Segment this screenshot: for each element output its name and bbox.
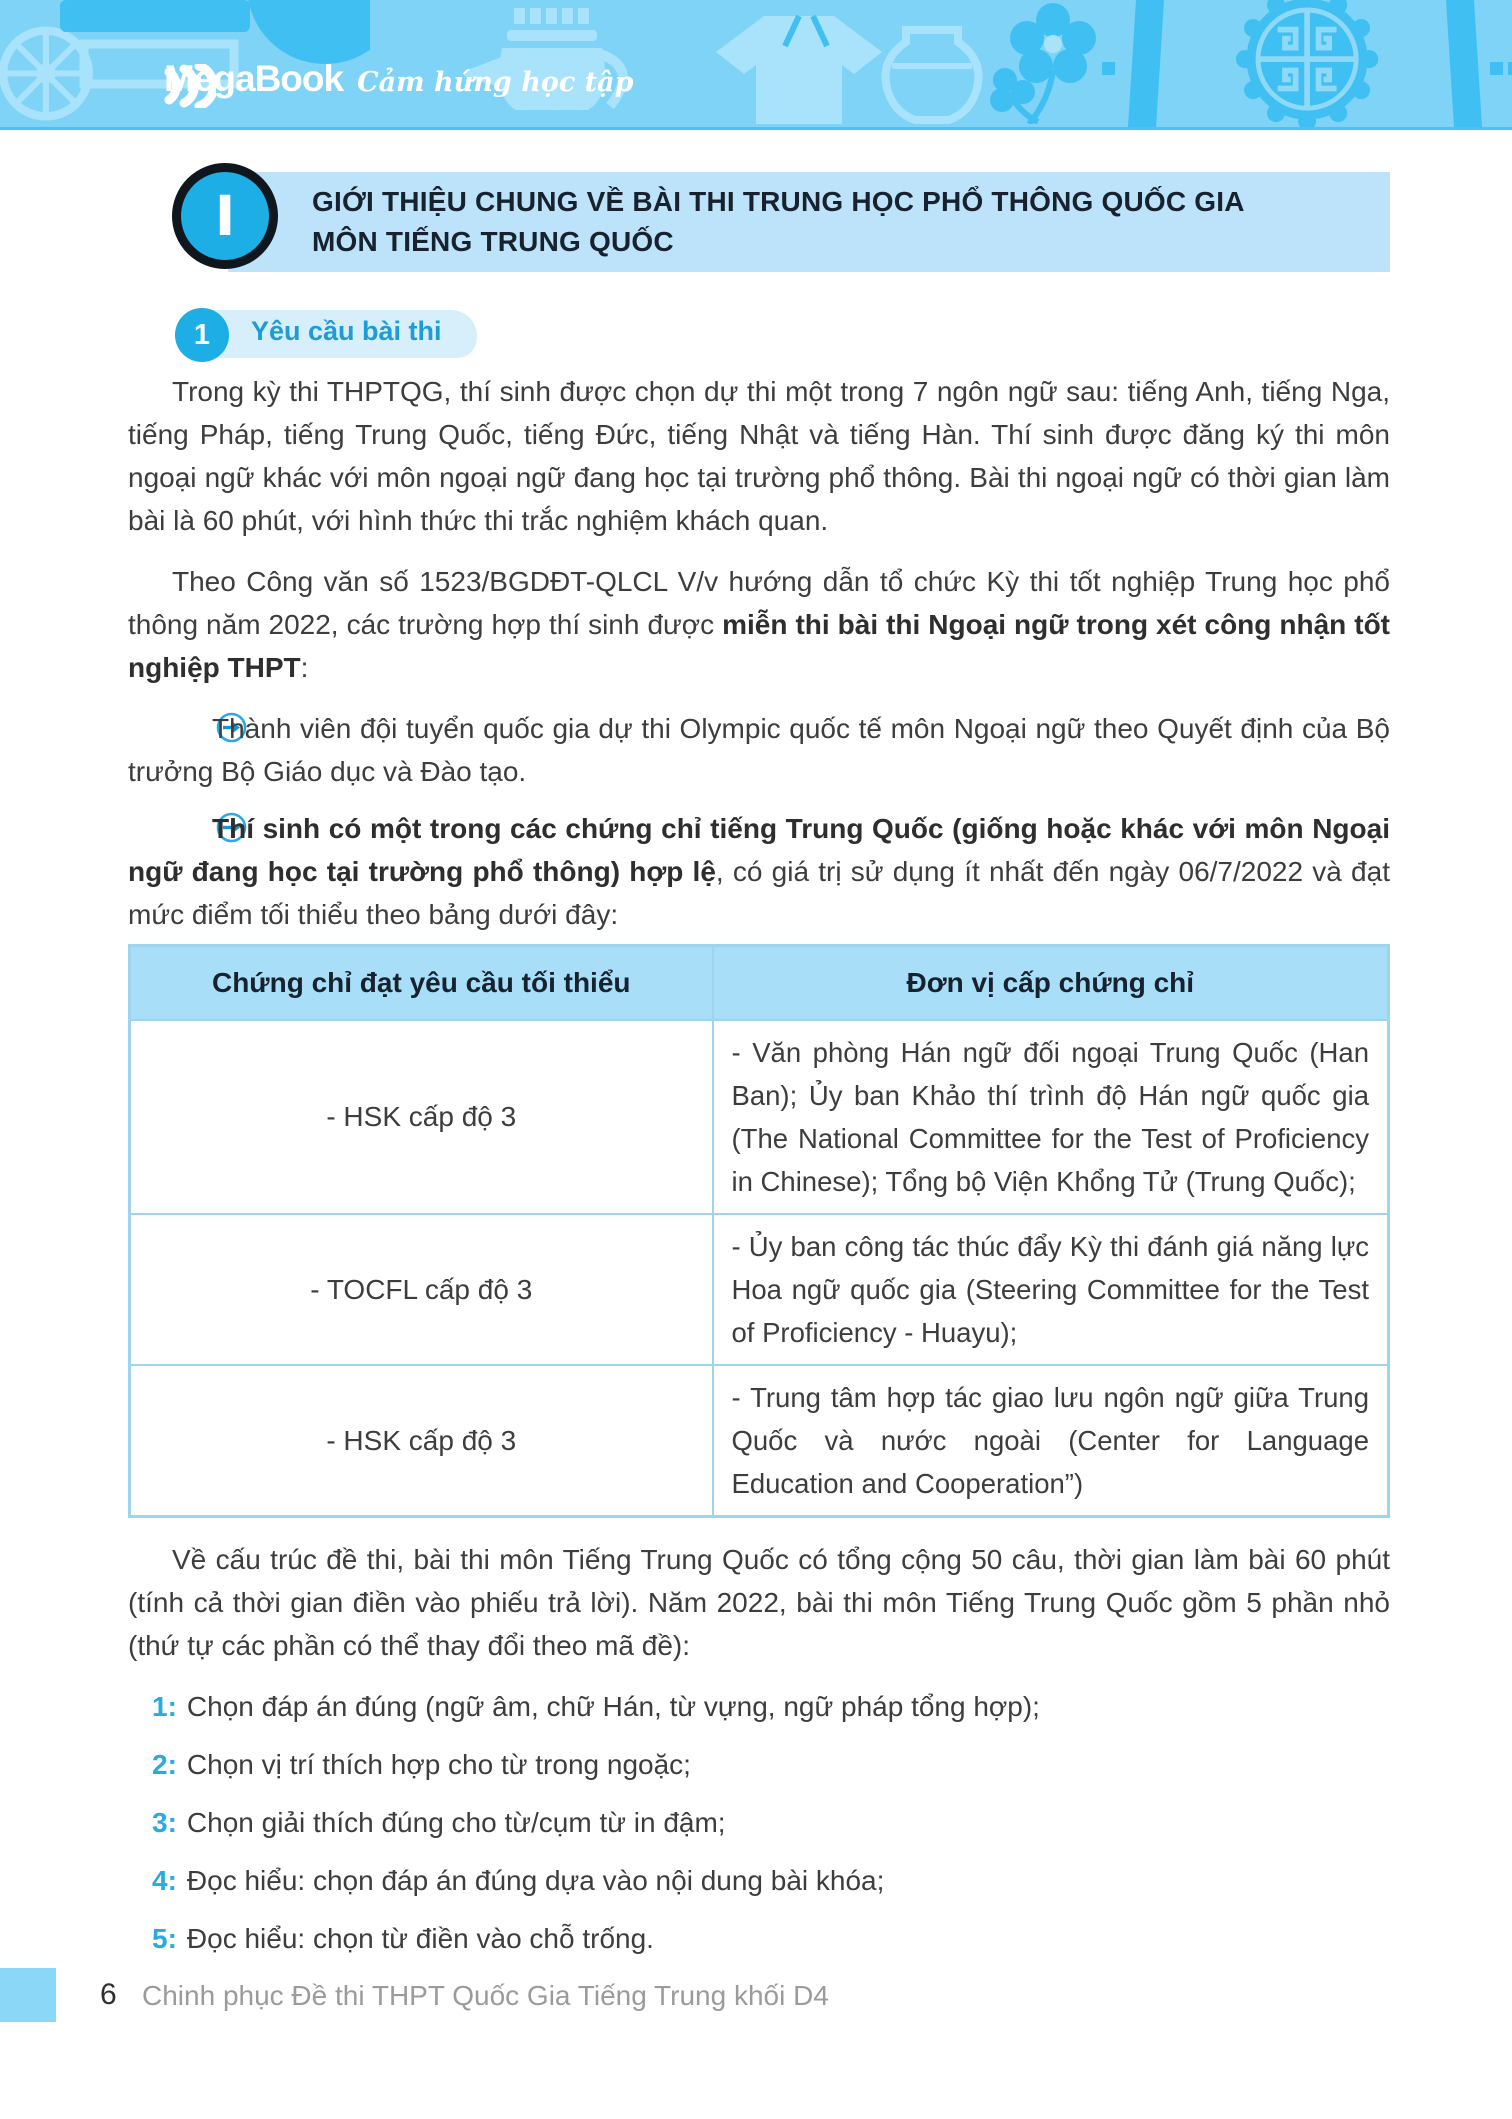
list-item: [128, 1801, 1390, 1844]
paragraph-official-letter: [128, 560, 1390, 689]
logo-chevrons-icon: [164, 64, 216, 108]
p2-colon: :: [300, 652, 309, 683]
list-item-number: 4:: [152, 1865, 177, 1896]
list-item: [128, 1859, 1390, 1902]
cert-cell: - TOCFL cấp độ 3: [130, 1214, 713, 1365]
page-number: 6: [100, 1978, 117, 2011]
list-item: [128, 1917, 1390, 1960]
arrow-bullet-icon: [172, 712, 203, 743]
chapter-title-line2: MÔN TIẾNG TRUNG QUỐC: [312, 226, 674, 257]
issuer-cell: - Ủy ban công tác thúc đẩy Kỳ thi đánh giá năng lực Hoa ngữ quốc gia (Steering Committee for the Test of Proficiency - Huayu);: [713, 1214, 1389, 1365]
bullet2-normal-text: , có giá trị sử dụng ít nhất đến ngày 06/7/2022 và đạt mức điểm tối thiểu theo bảng dưới đây:: [128, 856, 1390, 930]
chapter-title-line1: GIỚI THIỆU CHUNG VỀ BÀI THI TRUNG HỌC PHỔ THÔNG QUỐC GIA: [312, 186, 1245, 217]
table-header-row: [130, 946, 1389, 1021]
paragraph-exam-structure: Về cấu trúc đề thi, bài thi môn Tiếng Trung Quốc có tổng cộng 50 câu, thời gian làm bài 60 phút (tính cả thời gian điền vào phiếu trả lời). Năm 2022, bài thi môn Tiếng Trung Quốc gồm 5 phần nhỏ (thứ tự các phần có thể thay đổi theo mã đề):: [128, 1544, 1390, 1661]
cert-cell: - HSK cấp độ 3: [130, 1020, 713, 1214]
list-item-number: 5:: [152, 1923, 177, 1954]
p2-normal-text: Theo Công văn số 1523/BGDĐT-QLCL V/v hướng dẫn tổ chức Kỳ thi tốt nghiệp Trung học phổ thông năm 2022, các trường hợp thí sinh được: [128, 566, 1390, 640]
list-item: [128, 1685, 1390, 1728]
logo-name: MegaBook: [164, 58, 344, 99]
megabook-logo: [164, 58, 634, 100]
list-item: [128, 1743, 1390, 1786]
bullet-certificates: [128, 807, 1390, 936]
bullet-olympic-team: [128, 707, 1390, 793]
table-row: [130, 1020, 1389, 1214]
book-title: Chinh phục Đề thi THPT Quốc Gia Tiếng Trung khối D4: [142, 1980, 829, 2011]
list-item-number: 2:: [152, 1749, 177, 1780]
footer-accent-block: [0, 1968, 56, 2022]
p2-bold-text: miễn thi bài thi Ngoại ngữ trong xét công nhận tốt nghiệp THPT: [128, 609, 1390, 683]
bullet1-text: Thành viên đội tuyển quốc gia dự thi Olympic quốc tế môn Ngoại ngữ theo Quyết định của Bộ trưởng Bộ Giáo dục và Đào tạo.: [128, 713, 1390, 787]
list-item-text: Đọc hiểu: chọn đáp án đúng dựa vào nội dung bài khóa;: [186, 1865, 885, 1896]
medallion-icon: [1225, 0, 1390, 127]
pillar-icon: [1432, 0, 1512, 127]
list-item-text: Chọn giải thích đúng cho từ/cụm từ in đậm;: [186, 1807, 726, 1838]
table-row: [130, 1365, 1389, 1517]
chapter-title-block: [214, 172, 1390, 272]
table-header-cert: Chứng chỉ đạt yêu cầu tối thiểu: [130, 946, 713, 1021]
robe-icon: [706, 12, 892, 124]
page-footer: [0, 1968, 1512, 2022]
chapter-badge: [172, 163, 278, 269]
logo-tagline: Cảm hứng học tập: [357, 67, 634, 98]
issuer-cell: - Văn phòng Hán ngữ đối ngoại Trung Quốc (Han Ban); Ủy ban Khảo thí trình độ Hán ngữ quốc gia (The National Committee for the Test of Proficiency in Chinese); Tổng bộ Viện Khổng Tử (Trung Quốc);: [713, 1020, 1389, 1214]
chapter-badge-numeral: I: [214, 183, 236, 248]
pillar-icon: [1102, 0, 1172, 127]
chapter-title: [312, 182, 1245, 262]
arrow-bullet-icon: [172, 812, 203, 843]
section-heading-label: Yêu cầu bài thi: [251, 316, 442, 346]
list-item-number: 3:: [152, 1807, 177, 1838]
paragraph-exam-overview: Trong kỳ thi THPTQG, thí sinh được chọn dự thi một trong 7 ngôn ngữ sau: tiếng Anh, tiếng Nga, tiếng Pháp, tiếng Trung Quốc, tiếng Đức, tiếng Nhật và tiếng Hàn. Thí sinh được đăng ký thi môn ngoại ngữ khác với môn ngoại ngữ đang học tại trường phổ thông. Bài thi ngoại ngữ có thời gian làm bài là 60 phút, với hình thức thi trắc nghiệm khách quan.: [128, 376, 1390, 536]
table-header-issuer: Đơn vị cấp chứng chỉ: [713, 946, 1389, 1021]
certificate-table: [128, 944, 1390, 1518]
list-item-text: Đọc hiểu: chọn từ điền vào chỗ trống.: [186, 1923, 654, 1954]
cert-cell: - HSK cấp độ 3: [130, 1365, 713, 1517]
list-item-text: Chọn vị trí thích hợp cho từ trong ngoặc;: [186, 1749, 691, 1780]
list-item-number: 1:: [152, 1691, 177, 1722]
header-band: [0, 0, 1512, 130]
exam-parts-list: [128, 1685, 1390, 1960]
bullet2-bold-text: Thí sinh có một trong các chứng chỉ tiếng Trung Quốc (giống hoặc khác với môn Ngoại ngữ đang học tại trường phổ thông) hợp lệ: [128, 813, 1390, 887]
page-content: [128, 370, 1390, 1975]
issuer-cell: - Trung tâm hợp tác giao lưu ngôn ngữ giữa Trung Quốc và nước ngoài (Center for Language Education and Cooperation”): [713, 1365, 1389, 1517]
table-row: [130, 1214, 1389, 1365]
section-number-badge: 1: [175, 308, 229, 362]
list-item-text: Chọn đáp án đúng (ngữ âm, chữ Hán, từ vựng, ngữ pháp tổng hợp);: [186, 1691, 1040, 1722]
